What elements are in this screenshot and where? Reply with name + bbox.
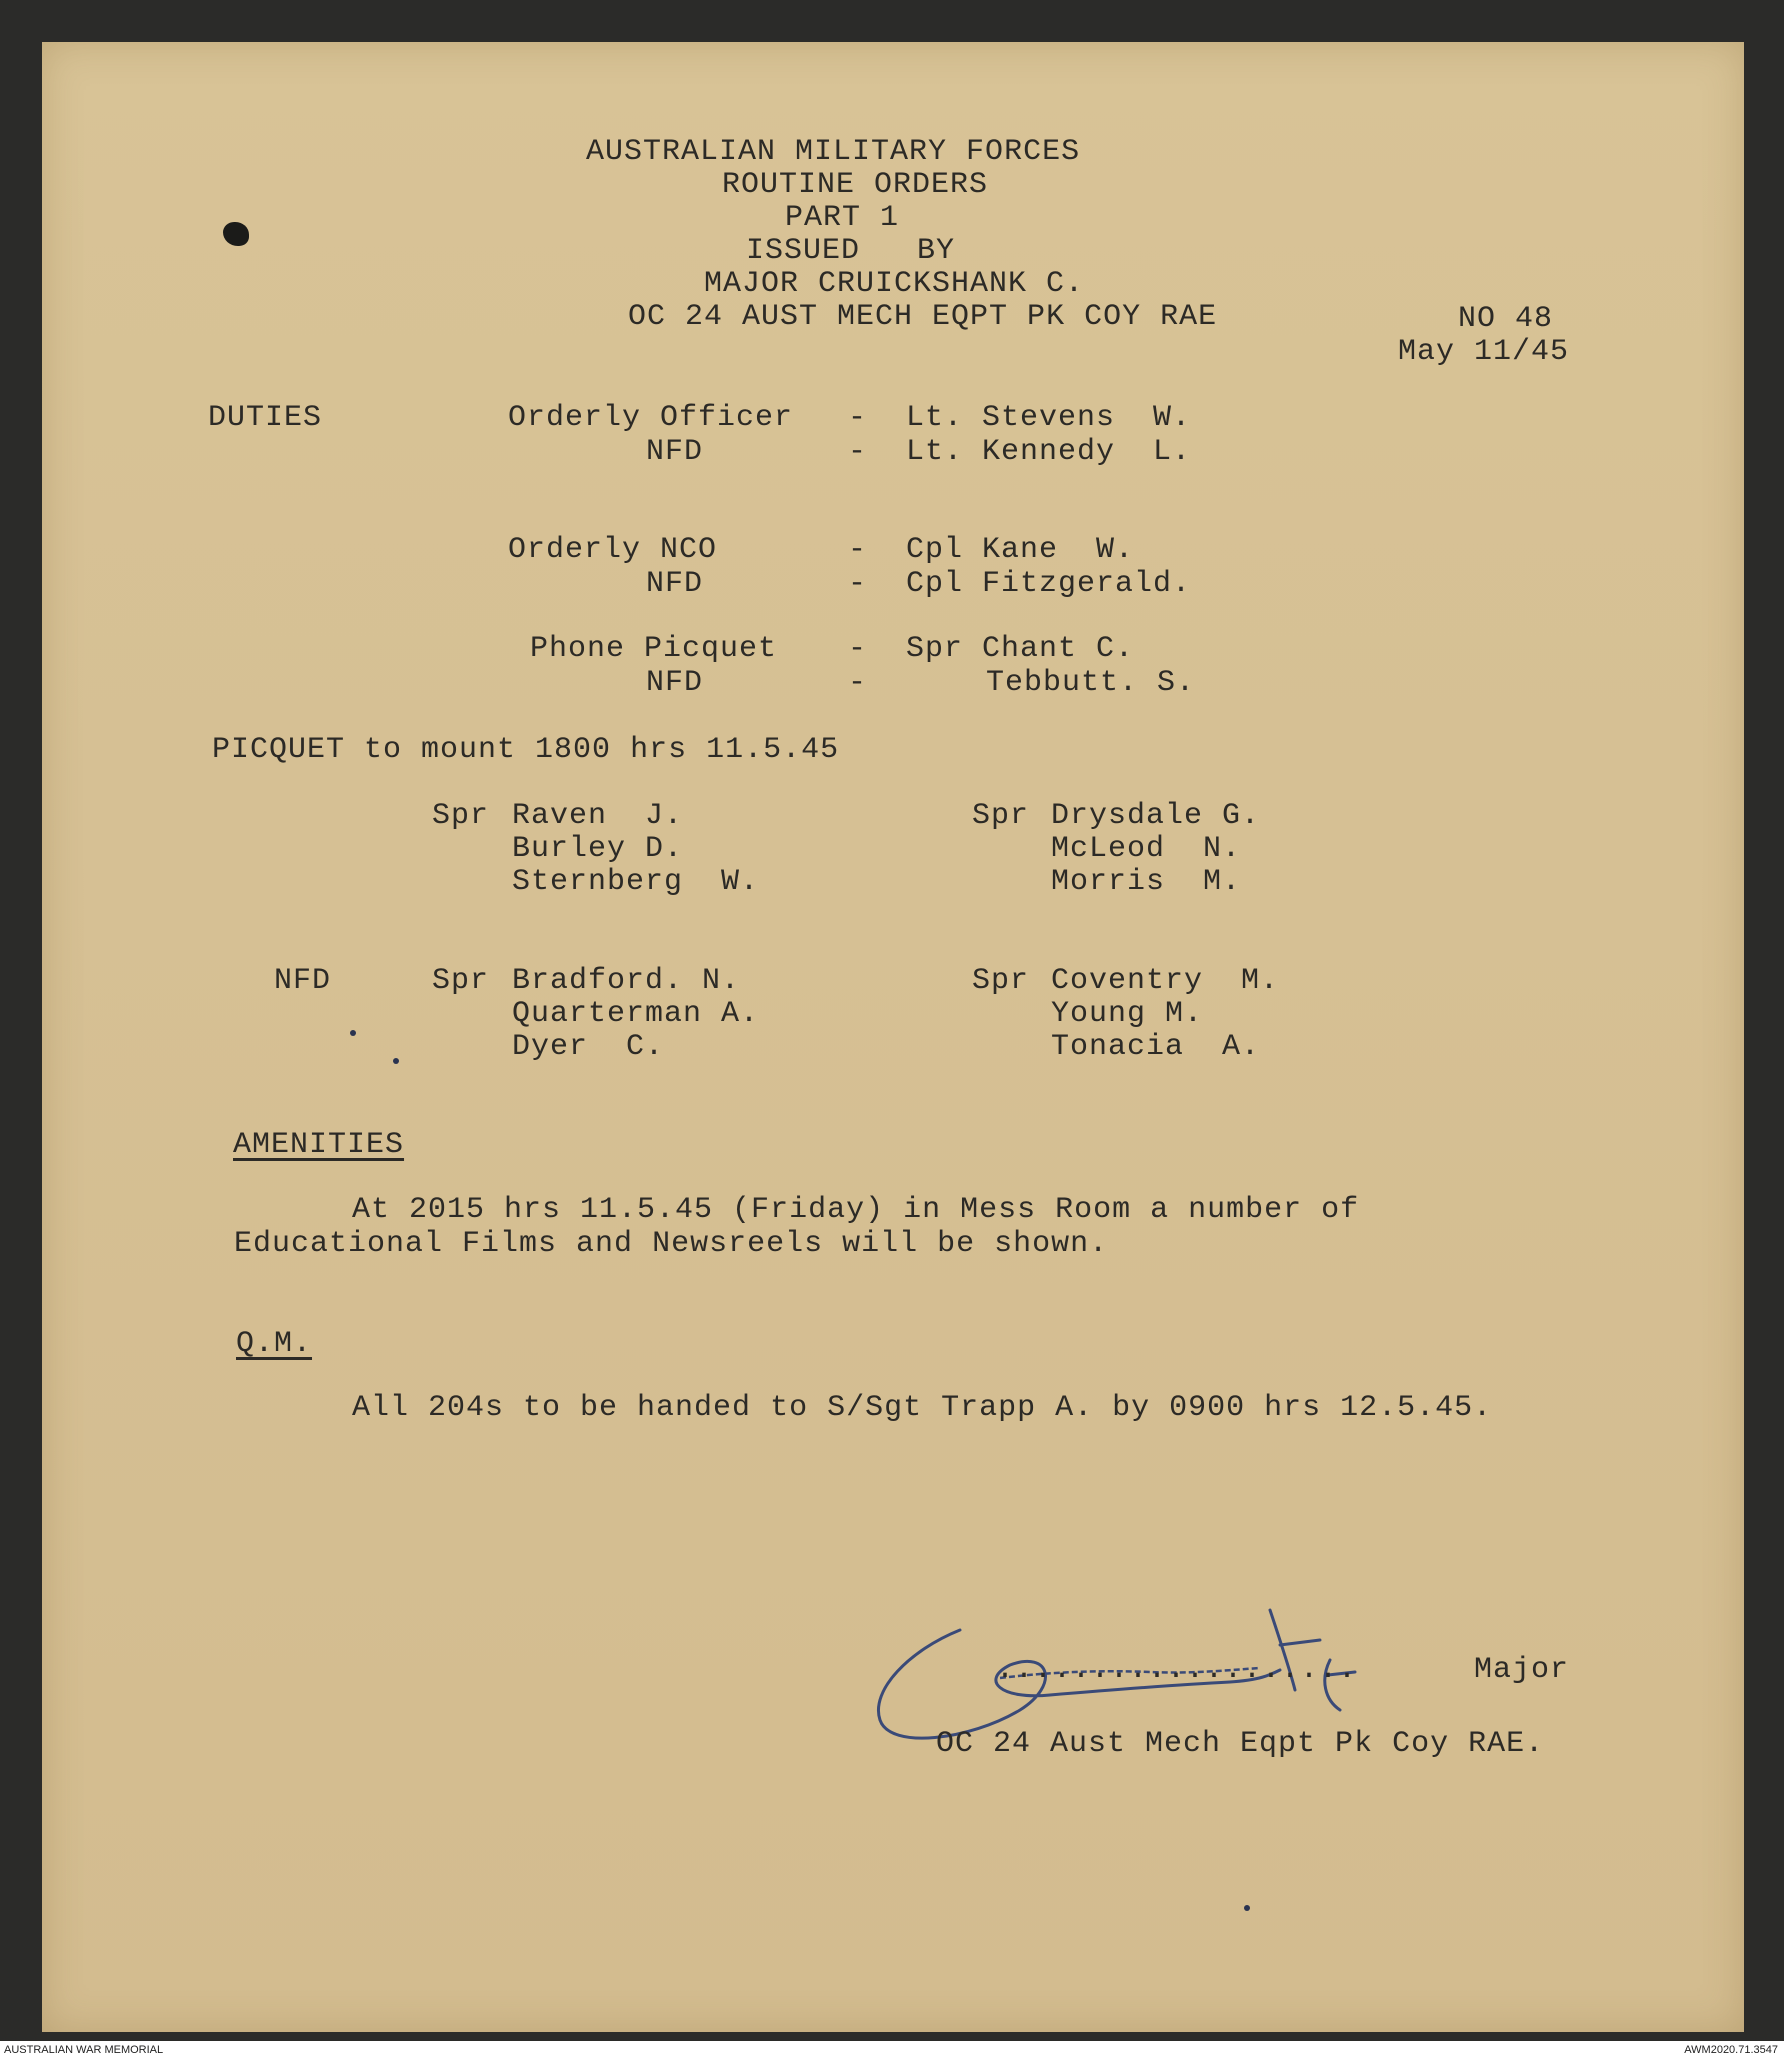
duty-role: Orderly Officer xyxy=(508,401,794,435)
ink-mark xyxy=(393,1058,399,1064)
amenities-text-1: At 2015 hrs 11.5.45 (Friday) in Mess Room a number of xyxy=(352,1193,1360,1227)
header-line-3: PART 1 xyxy=(785,201,900,235)
qm-heading: Q.M. xyxy=(236,1327,313,1361)
picquet-right-prefix: Spr xyxy=(972,799,1030,833)
duty-dash: - xyxy=(848,567,868,601)
header-line-6: OC 24 AUST MECH EQPT PK COY RAE xyxy=(628,300,1218,334)
duty-dash: - xyxy=(848,435,868,469)
picquet-nfd-right-name: Tonacia A. xyxy=(1051,1030,1261,1064)
duty-name: Cpl Kane W. xyxy=(906,533,1135,567)
duty-role: Phone Picquet xyxy=(530,632,778,666)
picquet-nfd-left-name: Bradford. N. xyxy=(512,964,741,998)
duty-name: Lt. Stevens W. xyxy=(906,401,1192,435)
footer-accession: AWM2020.71.3547 xyxy=(1684,2044,1778,2056)
picquet-left-name: Sternberg W. xyxy=(512,865,760,899)
duty-dash: - xyxy=(848,533,868,567)
picquet-nfd-left-name: Quarterman A. xyxy=(512,997,760,1031)
picquet-right-name: McLeod N. xyxy=(1051,832,1242,866)
qm-text: All 204s to be handed to S/Sgt Trapp A. by 0900 hrs 12.5.45. xyxy=(352,1391,1493,1425)
picquet-left-name: Burley D. xyxy=(512,832,684,866)
picquet-nfd-right-name: Coventry M. xyxy=(1051,964,1280,998)
signature-unit: OC 24 Aust Mech Eqpt Pk Coy RAE. xyxy=(936,1727,1545,1761)
duty-name: Lt. Kennedy L. xyxy=(906,435,1192,469)
picquet-nfd-right-prefix: Spr xyxy=(972,964,1030,998)
duty-dash: - xyxy=(848,632,868,666)
duty-name: Cpl Fitzgerald. xyxy=(906,567,1192,601)
footer-institution: AUSTRALIAN WAR MEMORIAL xyxy=(4,2044,164,2056)
amenities-heading: AMENITIES xyxy=(233,1128,405,1162)
signature-rank: Major xyxy=(1474,1653,1570,1687)
picquet-heading: PICQUET to mount 1800 hrs 11.5.45 xyxy=(212,733,840,767)
header-line-2: ROUTINE ORDERS xyxy=(722,168,989,202)
signature-dots: ................... xyxy=(996,1653,1358,1687)
duty-role: NFD xyxy=(646,567,704,601)
duty-role: NFD xyxy=(646,666,704,700)
ink-mark xyxy=(350,1030,356,1036)
punch-hole xyxy=(223,222,249,246)
header-line-1: AUSTRALIAN MILITARY FORCES xyxy=(586,135,1081,169)
archive-footer xyxy=(0,2041,1784,2061)
picquet-nfd-label: NFD xyxy=(274,964,332,998)
duty-dash: - xyxy=(848,401,868,435)
picquet-left-name: Raven J. xyxy=(512,799,684,833)
duty-dash: - xyxy=(848,666,868,700)
picquet-right-name: Drysdale G. xyxy=(1051,799,1261,833)
order-number: NO 48 xyxy=(1458,302,1554,336)
picquet-nfd-left-prefix: Spr xyxy=(432,964,490,998)
amenities-text-2: Educational Films and Newsreels will be shown. xyxy=(234,1227,1109,1261)
ink-mark xyxy=(1244,1905,1250,1911)
header-line-4: ISSUED BY xyxy=(746,234,956,268)
duty-name: Spr Chant C. xyxy=(906,632,1135,666)
duties-heading: DUTIES xyxy=(208,401,323,435)
duty-name: Tebbutt. S. xyxy=(986,666,1196,700)
picquet-nfd-left-name: Dyer C. xyxy=(512,1030,665,1064)
duty-role: Orderly NCO xyxy=(508,533,718,567)
header-line-5: MAJOR CRUICKSHANK C. xyxy=(704,267,1085,301)
picquet-left-prefix: Spr xyxy=(432,799,490,833)
duty-role: NFD xyxy=(646,435,704,469)
picquet-nfd-right-name: Young M. xyxy=(1051,997,1204,1031)
picquet-right-name: Morris M. xyxy=(1051,865,1242,899)
order-date: May 11/45 xyxy=(1398,335,1570,369)
